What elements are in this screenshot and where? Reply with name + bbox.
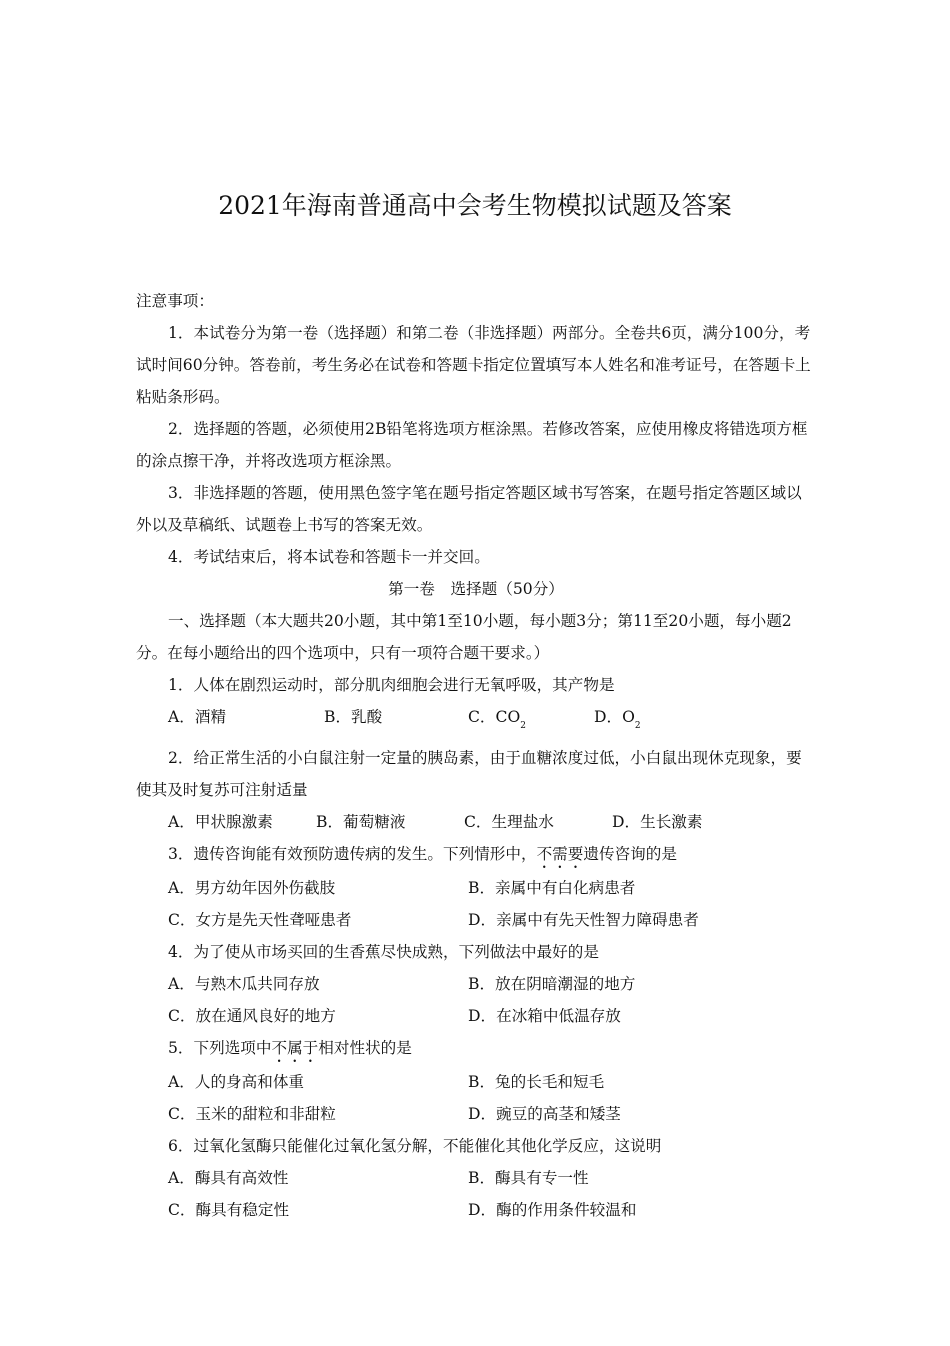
- option: C．生理盐水: [464, 813, 554, 831]
- option: D．酶的作用条件较温和: [468, 1201, 637, 1219]
- question-stem: [136, 1032, 816, 1066]
- stem-text: 5．下列选项中: [168, 1039, 272, 1057]
- question-options: [136, 1066, 816, 1098]
- notice-item: 1．本试卷分为第一卷（选择题）和第二卷（非选择题）两部分。全卷共6页，满分100分，考试时间60分钟。答卷前，考生务必在试卷和答题卡指定位置填写本人姓名和准考证号，在答题卡上粘贴条形码。: [136, 324, 811, 406]
- option: C．酶具有稳定性: [168, 1201, 290, 1219]
- question-stem: 1．人体在剧烈运动时，部分肌肉细胞会进行无氧呼吸，其产物是: [168, 676, 615, 694]
- subscript: 2: [634, 721, 641, 731]
- option: B．葡萄糖液: [316, 813, 406, 831]
- question-options: [136, 1098, 816, 1130]
- option: B．乳酸: [324, 708, 383, 726]
- option-text: C．CO: [468, 708, 521, 726]
- question-stem: 6．过氧化氢酶只能催化过氧化氢分解，不能催化其他化学反应，这说明: [168, 1137, 662, 1155]
- question-options: [136, 701, 816, 742]
- option: C．女方是先天性聋哑患者: [168, 911, 352, 929]
- option: D．在冰箱中低温存放: [468, 1007, 621, 1025]
- document-body: [136, 285, 816, 1226]
- question-stem: 2．给正常生活的小白鼠注射一定量的胰岛素，由于血糖浓度过低，小白鼠出现休克现象，要使其及时复苏可注射适量: [136, 749, 802, 799]
- question-options: [136, 1162, 816, 1194]
- notice-item: 2．选择题的答题，必须使用2B铅笔将选项方框涂黑。若修改答案，应使用橡皮将错选项方框的涂点擦干净，并将改选项方框涂黑。: [136, 420, 808, 470]
- option: B．亲属中有白化病患者: [468, 879, 636, 897]
- page-title: 2021年海南普通高中会考生物模拟试题及答案: [218, 191, 732, 220]
- option: A．酶具有高效性: [168, 1169, 289, 1187]
- option: D．豌豆的高茎和矮茎: [468, 1105, 621, 1123]
- option: C．放在通风良好的地方: [168, 1007, 336, 1025]
- question-options: [136, 806, 816, 838]
- option-text: D．O: [594, 708, 635, 726]
- stem-text: 遗传咨询的是: [583, 845, 677, 863]
- option: D．生长激素: [612, 813, 703, 831]
- question-stem: [136, 838, 816, 872]
- question-options: [136, 904, 816, 936]
- question-options: [136, 968, 816, 1000]
- emphasis-text: 不属于: [271, 1039, 319, 1057]
- section-title: 第一卷 选择题（50分）: [388, 580, 564, 598]
- subscript: 2: [520, 721, 526, 731]
- option: B．放在阴暗潮湿的地方: [468, 975, 636, 993]
- option: [468, 701, 594, 742]
- stem-text: 相对性状的是: [318, 1039, 412, 1057]
- question-stem: 4．为了使从市场买回的生香蕉尽快成熟，下列做法中最好的是: [168, 943, 599, 961]
- notice-item: 3．非选择题的答题，使用黑色签字笔在题号指定答题区域书写答案，在题号指定答题区域以外以及草稿纸、试题卷上书写的答案无效。: [136, 484, 802, 534]
- option: C．玉米的甜粒和非甜粒: [168, 1105, 336, 1123]
- question-options: [136, 872, 816, 904]
- notice-item: 4．考试结束后，将本试卷和答题卡一并交回。: [168, 548, 490, 566]
- option: B．酶具有专一性: [468, 1169, 589, 1187]
- option: B．兔的长毛和短毛: [468, 1073, 605, 1091]
- notice-heading: 注意事项：: [136, 292, 214, 310]
- section-intro: 一、选择题（本大题共20小题，其中第1至10小题，每小题3分；第11至20小题，每小题2分。在每小题给出的四个选项中，只有一项符合题干要求。）: [136, 612, 792, 662]
- option: A．男方幼年因外伤截肢: [168, 879, 336, 897]
- stem-text: 3．遗传咨询能有效预防遗传病的发生。下列情形中，: [168, 845, 537, 863]
- question-options: [136, 1000, 816, 1032]
- emphasis-text: 不需要: [536, 845, 584, 863]
- option: [594, 701, 641, 742]
- option: A．甲状腺激素: [168, 813, 273, 831]
- question-options: [136, 1194, 816, 1226]
- option: A．与熟木瓜共同存放: [168, 975, 320, 993]
- option: A．酒精: [168, 708, 227, 726]
- option: A．人的身高和体重: [168, 1073, 305, 1091]
- option: D．亲属中有先天性智力障碍患者: [468, 911, 699, 929]
